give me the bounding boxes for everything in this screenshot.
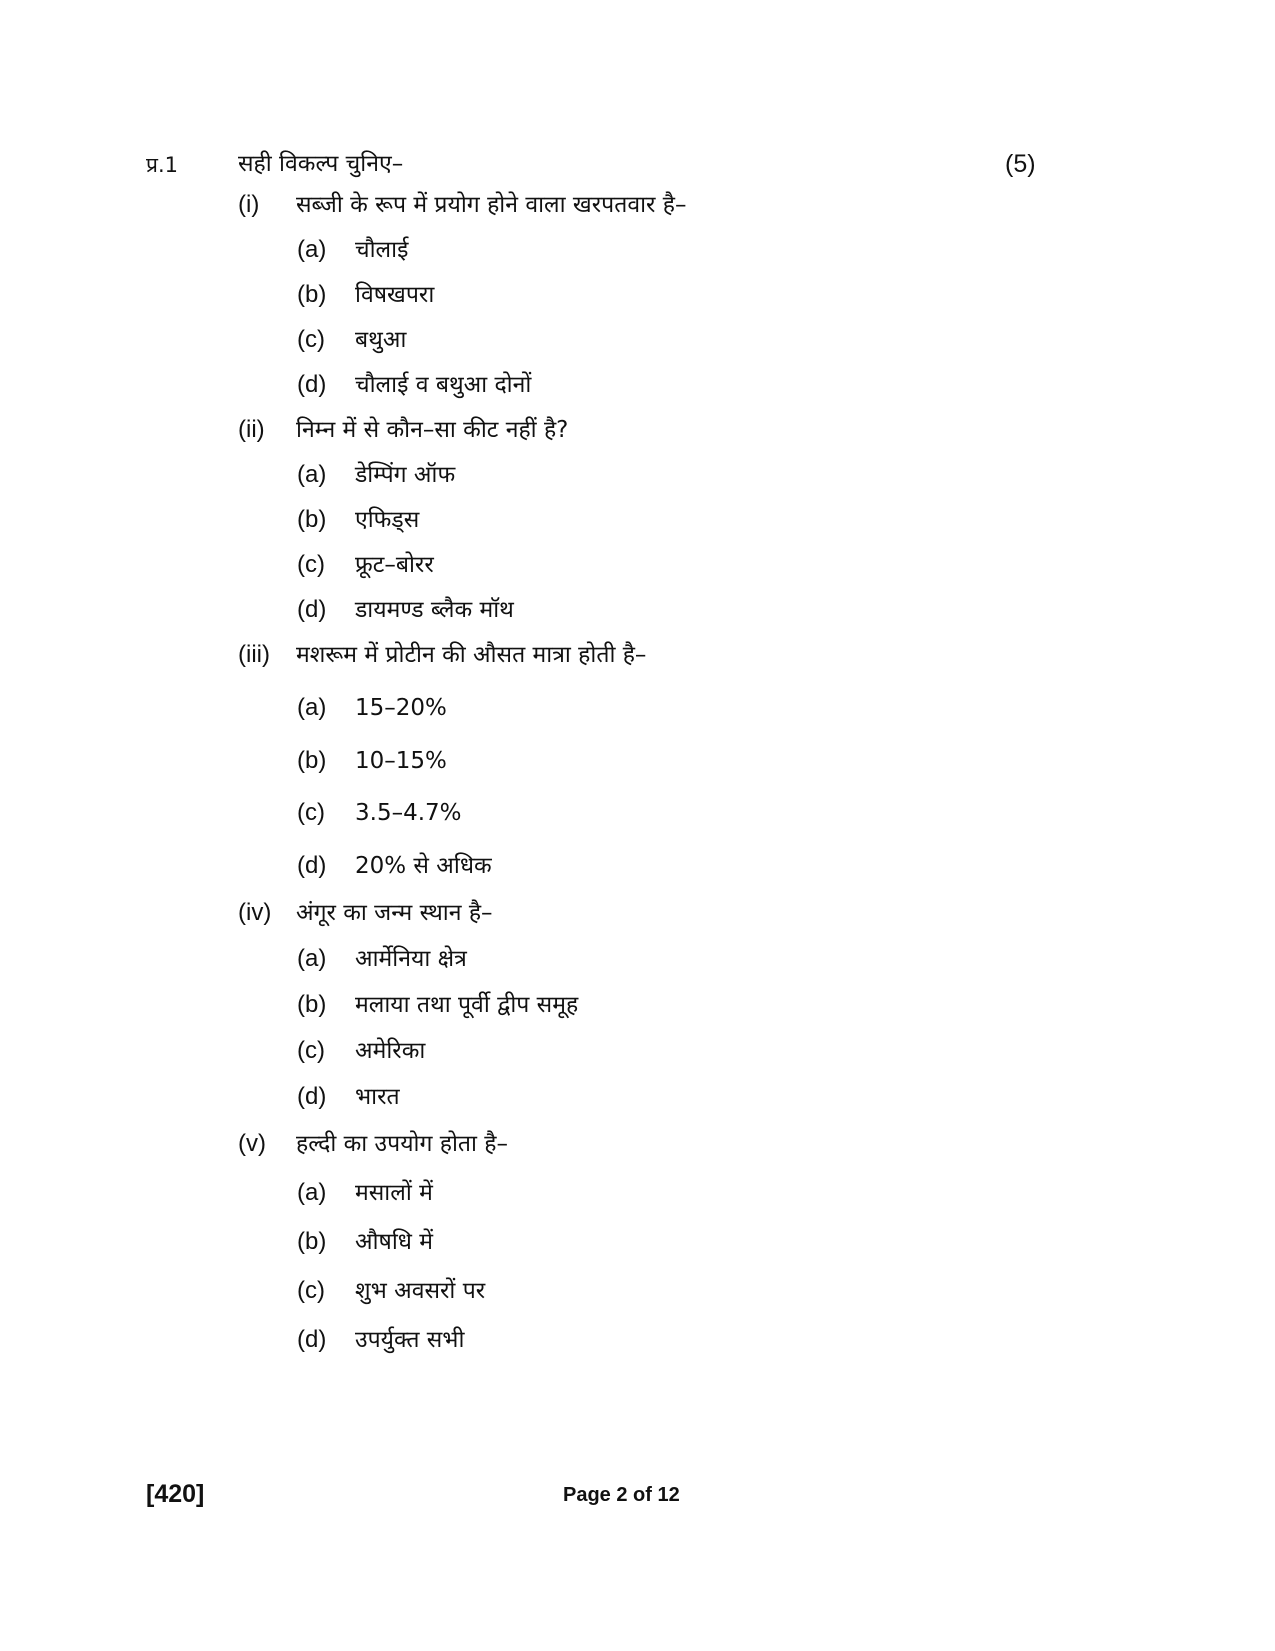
option-text: एफिड्स [355,507,420,533]
option-5a [297,1177,1097,1209]
subquestion-label: (iii) [238,641,270,668]
option-3b [297,745,1097,777]
option-3c [297,797,1097,829]
option-1c [297,324,1097,356]
option-label: (a) [297,694,327,721]
option-5b [297,1226,1097,1258]
question-number: प्र.1 [146,153,178,177]
option-label: (d) [297,1083,327,1110]
option-2d [297,594,1097,626]
option-label: (c) [297,1277,325,1304]
subquestion-1 [238,189,1138,221]
option-4d [297,1081,1097,1113]
option-text: भारत [355,1084,400,1110]
option-label: (b) [297,991,327,1018]
option-label: (d) [297,852,327,879]
subquestion-4 [238,897,1138,929]
option-3d [297,850,1097,882]
option-text: मसालों में [355,1180,433,1206]
subquestion-text: निम्न में से कौन–सा कीट नहीं है? [296,417,569,443]
option-text: 20% से अधिक [355,853,492,879]
question-title: सही विकल्प चुनिए– [238,151,404,177]
option-text: 3.5–4.7% [355,800,462,826]
option-2c [297,549,1097,581]
paper-code: [420] [146,1480,205,1508]
subquestion-label: (iv) [238,899,272,926]
option-label: (b) [297,506,327,533]
subquestion-3 [238,639,1138,671]
option-text: विषखपरा [355,282,435,308]
option-4c [297,1035,1097,1067]
subquestion-text: अंगूर का जन्म स्थान है– [296,900,493,926]
option-5d [297,1324,1097,1356]
option-text: आर्मेनिया क्षेत्र [355,946,467,972]
option-2b [297,504,1097,536]
option-1b [297,279,1097,311]
option-label: (c) [297,326,325,353]
subquestion-label: (ii) [238,416,265,443]
option-label: (d) [297,371,327,398]
option-label: (a) [297,236,327,263]
subquestion-label: (i) [238,191,260,218]
option-label: (a) [297,945,327,972]
option-text: डेम्पिंग ऑफ [355,462,456,488]
option-label: (c) [297,799,325,826]
option-text: फ्रूट–बोरर [355,552,434,578]
option-text: शुभ अवसरों पर [355,1278,486,1304]
option-text: चौलाई व बथुआ दोनों [355,372,532,398]
question-marks: (5) [1005,150,1036,178]
option-label: (b) [297,747,327,774]
subquestion-2 [238,414,1138,446]
option-label: (a) [297,1179,327,1206]
option-text: मलाया तथा पूर्वी द्वीप समूह [355,992,579,1018]
option-label: (a) [297,461,327,488]
option-text: उपर्युक्त सभी [355,1327,465,1353]
option-4b [297,989,1097,1021]
option-label: (c) [297,551,325,578]
option-text: डायमण्ड ब्लैक मॉथ [355,597,514,623]
subquestion-text: मशरूम में प्रोटीन की औसत मात्रा होती है– [296,642,647,668]
option-label: (b) [297,1228,327,1255]
option-text: बथुआ [355,327,407,353]
option-text: औषधि में [355,1229,433,1255]
option-label: (c) [297,1037,325,1064]
page-number: Page 2 of 12 [563,1484,680,1506]
option-1d [297,369,1097,401]
subquestion-label: (v) [238,1130,266,1157]
option-text: 15–20% [355,695,447,721]
option-text: अमेरिका [355,1038,426,1064]
option-text: 10–15% [355,748,447,774]
subquestion-5 [238,1128,1138,1160]
option-2a [297,459,1097,491]
option-label: (b) [297,281,327,308]
option-text: चौलाई [355,237,409,263]
option-4a [297,943,1097,975]
option-label: (d) [297,1326,327,1353]
subquestion-text: सब्जी के रूप में प्रयोग होने वाला खरपतवार है– [296,192,687,218]
option-label: (d) [297,596,327,623]
option-5c [297,1275,1097,1307]
option-1a [297,234,1097,266]
subquestion-text: हल्दी का उपयोग होता है– [296,1131,509,1157]
option-3a [297,692,1097,724]
